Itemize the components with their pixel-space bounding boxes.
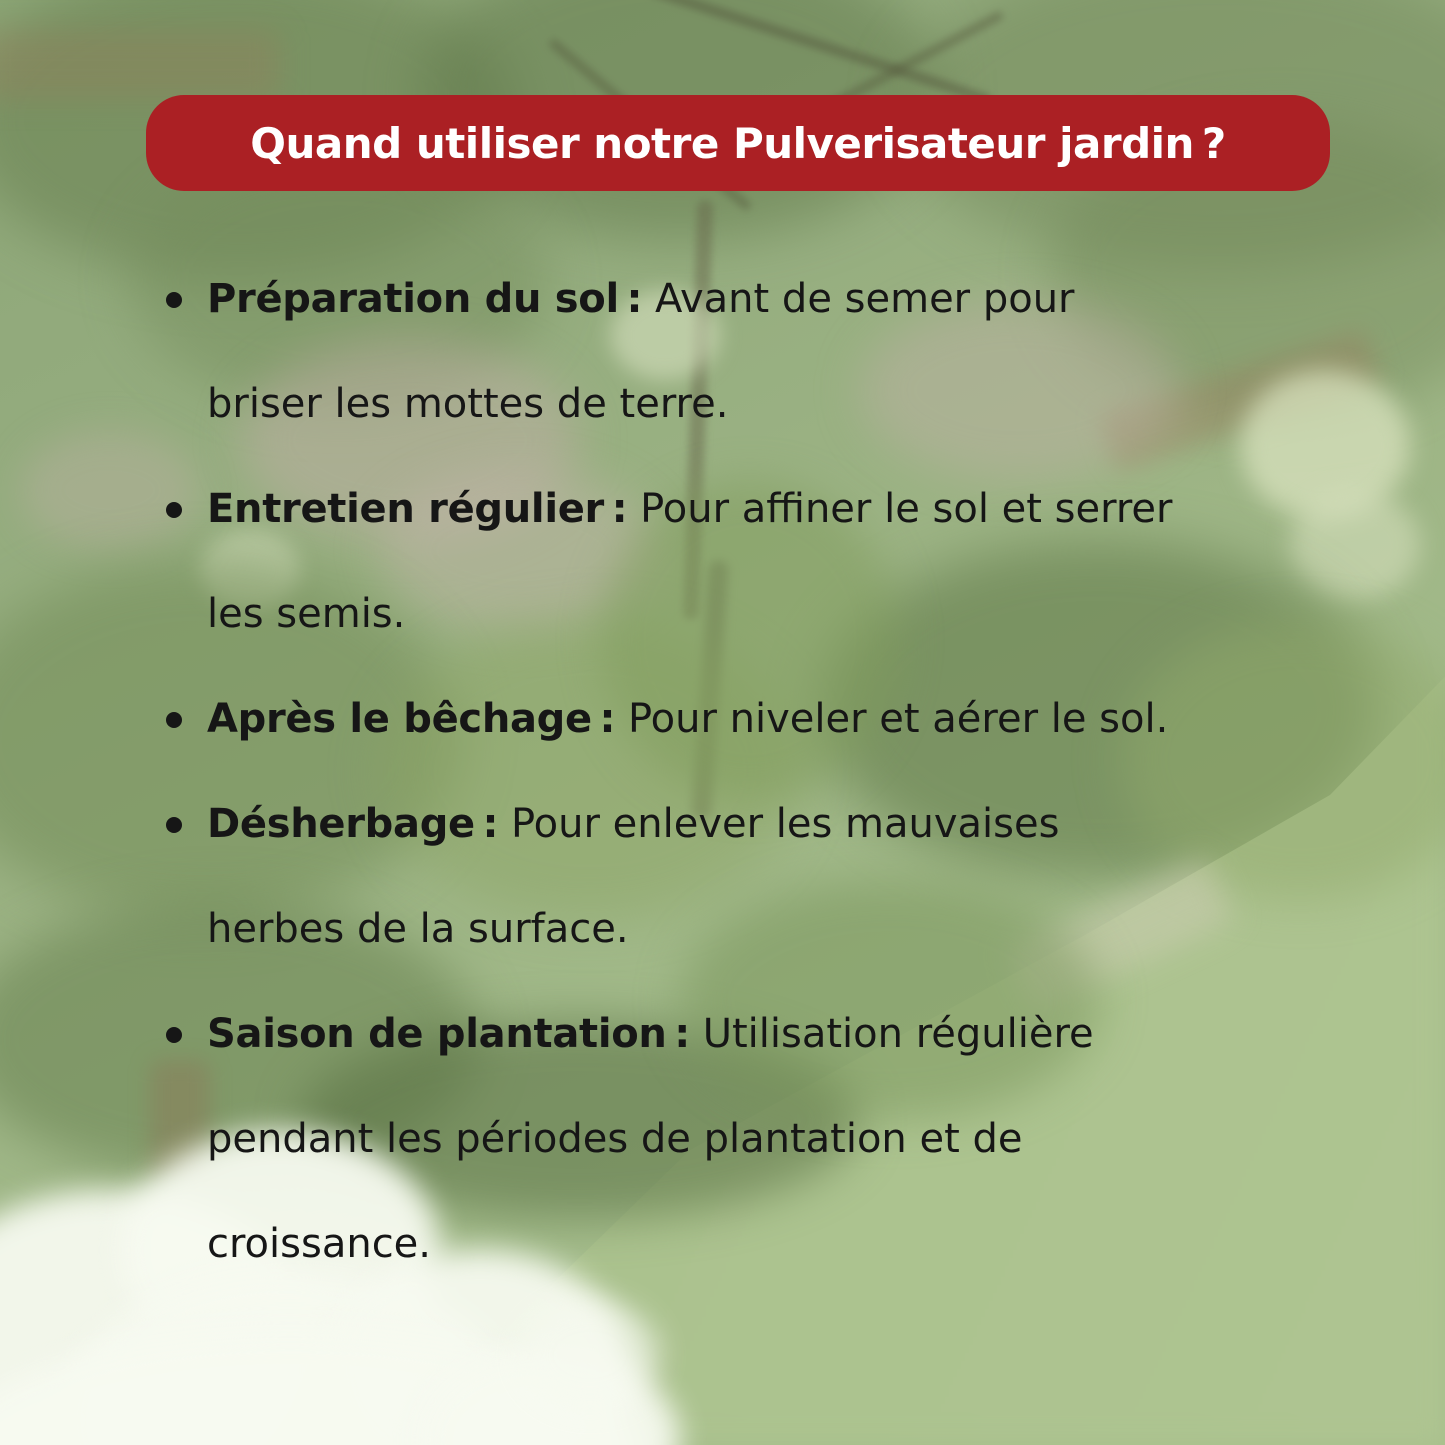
item-line — [207, 247, 1075, 352]
item-rest: Avant de semer pour — [642, 276, 1075, 322]
item-rest: Pour enlever les mauvaises — [498, 801, 1060, 847]
item-text — [207, 457, 1172, 667]
bullet-dot-icon — [166, 712, 182, 728]
item-rest: Pour affiner le sol et serrer — [627, 486, 1173, 532]
item-line: herbes de la surface. — [207, 906, 629, 952]
cloud-puff — [520, 1300, 660, 1410]
item-line — [207, 772, 1059, 877]
bullet-dot-icon — [166, 817, 182, 833]
list-item — [166, 982, 1172, 1297]
fence-hint — [0, 30, 280, 100]
item-line: pendant les périodes de plantation et de — [207, 1116, 1023, 1162]
item-line: briser les mottes de terre. — [207, 381, 729, 427]
item-lead: Entretien régulier : — [207, 486, 628, 532]
list-item — [166, 667, 1172, 772]
item-text — [207, 772, 1059, 982]
page-title: Quand utiliser notre Pulverisateur jardin ? — [250, 118, 1226, 168]
item-lead: Saison de plantation : — [207, 1011, 690, 1057]
item-text — [207, 667, 1168, 772]
bullet-dot-icon — [166, 502, 182, 518]
item-line: les semis. — [207, 591, 406, 637]
item-line — [207, 667, 1168, 772]
usage-list — [166, 247, 1172, 1297]
item-rest: Utilisation régulière — [690, 1011, 1094, 1057]
item-line — [207, 982, 1094, 1087]
item-lead: Préparation du sol : — [207, 276, 643, 322]
list-item — [166, 457, 1172, 667]
item-lead: Après le bêchage : — [207, 696, 616, 742]
item-line: croissance. — [207, 1221, 432, 1267]
title-banner — [146, 95, 1330, 191]
item-lead: Désherbage : — [207, 801, 499, 847]
bullet-dot-icon — [166, 1027, 182, 1043]
item-text — [207, 247, 1075, 457]
item-text — [207, 982, 1094, 1297]
list-item — [166, 247, 1172, 457]
list-item — [166, 772, 1172, 982]
hydrangea-bloom — [1290, 490, 1420, 600]
item-line — [207, 457, 1172, 562]
bullet-dot-icon — [166, 292, 182, 308]
item-rest: Pour niveler et aérer le sol. — [615, 696, 1169, 742]
